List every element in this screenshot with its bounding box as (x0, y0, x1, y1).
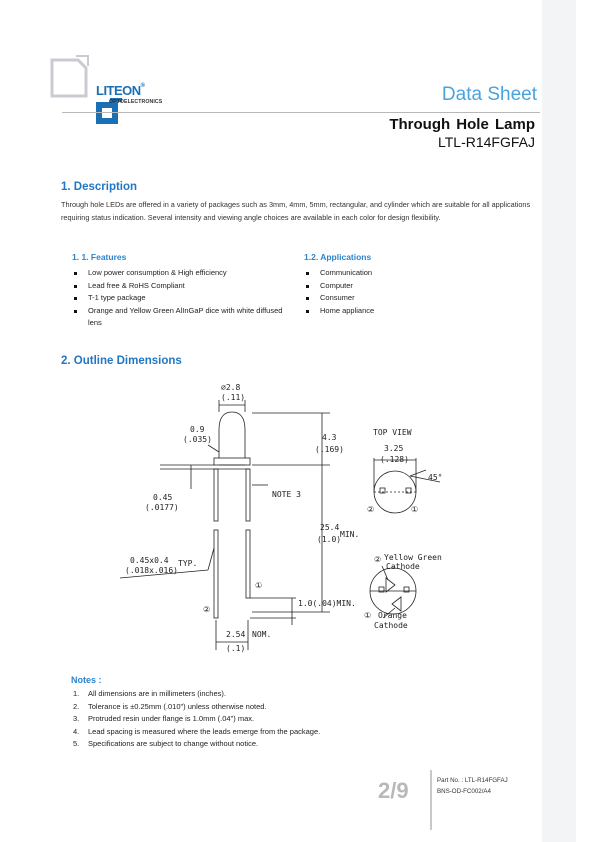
brand-subtitle: OPTOELECTRONICS (109, 99, 163, 105)
header-divider (62, 112, 540, 113)
yg-label-1: Yellow Green (384, 553, 442, 562)
top-view-marker-2: ② (367, 505, 375, 514)
dim-lead: 0.45x0.4 (130, 556, 169, 565)
cathode-marker-1: ① (255, 581, 263, 590)
part-number: LTL-R14FGFAJ (438, 134, 535, 150)
description-text: Through hole LEDs are offered in a variety of packages such as 3mm, 4mm, 5mm, rectangular, and cylinder which are suitable for all applications requiring status indication. Several intensity and viewing angle choices are available in each color for design flexibility. (61, 200, 531, 222)
top-view-marker-1: ① (411, 505, 419, 514)
product-line: Through Hole Lamp (389, 116, 535, 133)
dim-min: MIN. (340, 530, 360, 539)
note-number: 4. (73, 726, 80, 736)
dim-09-in: (.035) (183, 435, 212, 444)
note-text: Tolerance is ±0.25mm (.010") unless otherwise noted. (88, 701, 267, 711)
note-item (73, 701, 513, 714)
dim-045: 0.45 (153, 493, 173, 502)
features-list (73, 267, 288, 330)
yg-marker: ② (374, 555, 382, 564)
application-item: Home appliance (305, 305, 505, 318)
note-item (73, 713, 513, 726)
note-text: Protruded resin under flange is 1.0mm (.04") max. (88, 714, 255, 723)
note-item (73, 726, 513, 739)
feature-item: T-1 type package (73, 292, 288, 305)
application-item: Consumer (305, 292, 505, 305)
dim-typ: TYP. (178, 559, 198, 568)
dim-nom: NOM. (252, 630, 272, 639)
notes-heading: Notes : (71, 675, 102, 685)
application-item: Communication (305, 267, 505, 280)
dim-254-in: (1.0) (317, 535, 342, 544)
dim-325-in: (.128) (380, 455, 409, 464)
outline-dimensions-drawing (0, 370, 595, 670)
orange-label-1: Orange (378, 611, 407, 620)
dim-09: 0.9 (190, 425, 205, 434)
footer-doc-code: BNS-OD-FC002/A4 (437, 788, 491, 795)
dim-spacing-in: (.1) (226, 644, 246, 653)
note-item (73, 738, 513, 751)
footer-part-no: Part No. : LTL-R14FGFAJ (437, 777, 508, 784)
registered-mark: ® (140, 83, 145, 89)
notes-list (73, 688, 513, 751)
section-description-heading: 1. Description (61, 181, 138, 193)
dim-325: 3.25 (384, 444, 404, 453)
brand-name: LITEON (96, 83, 141, 98)
dim-10-min: 1.0(.04)MIN. (298, 599, 356, 608)
feature-item: Lead free & RoHS Compliant (73, 280, 288, 293)
applications-heading: 1.2. Applications (304, 252, 372, 262)
note-text: Lead spacing is measured where the leads emerge from the package. (88, 726, 321, 736)
note-number: 2. (73, 701, 80, 711)
dim-lead-in: (.018x.016) (125, 566, 178, 575)
page-number: 2/9 (378, 778, 409, 803)
dim-diameter: ⌀2.8 (221, 383, 241, 392)
section-outline-heading: 2. Outline Dimensions (61, 355, 182, 367)
dim-spacing: 2.54 (226, 630, 246, 639)
top-view-label: TOP VIEW (373, 428, 412, 437)
feature-item: Orange and Yellow Green AlInGaP dice with white diffused lens (73, 305, 288, 330)
note-number: 3. (73, 714, 80, 723)
applications-list (305, 267, 505, 317)
footer-divider (430, 770, 432, 830)
dim-045-in: (.0177) (145, 503, 179, 512)
note-text: All dimensions are in millimeters (inches). (88, 689, 226, 698)
cathode-marker-2: ② (203, 605, 211, 614)
note-number: 1. (73, 689, 80, 698)
orange-marker: ① (364, 611, 372, 620)
note3-label: NOTE 3 (272, 490, 301, 499)
dim-diameter-in: (.11) (221, 393, 246, 402)
dim-43-in: (.169) (315, 445, 344, 454)
features-heading: 1. 1. Features (72, 252, 127, 262)
angle-label: 45° (428, 473, 443, 482)
note-item (73, 688, 513, 701)
feature-item: Low power consumption & High efficiency (73, 267, 288, 280)
application-item: Computer (305, 280, 505, 293)
yg-label-2: Cathode (386, 562, 420, 571)
note-text: Specifications are subject to change without notice. (88, 739, 259, 748)
dim-43: 4.3 (322, 433, 337, 442)
orange-label-2: Cathode (374, 621, 408, 630)
dim-254: 25.4 (320, 523, 340, 532)
doc-type-title: Data Sheet (441, 84, 537, 105)
note-number: 5. (73, 739, 80, 748)
